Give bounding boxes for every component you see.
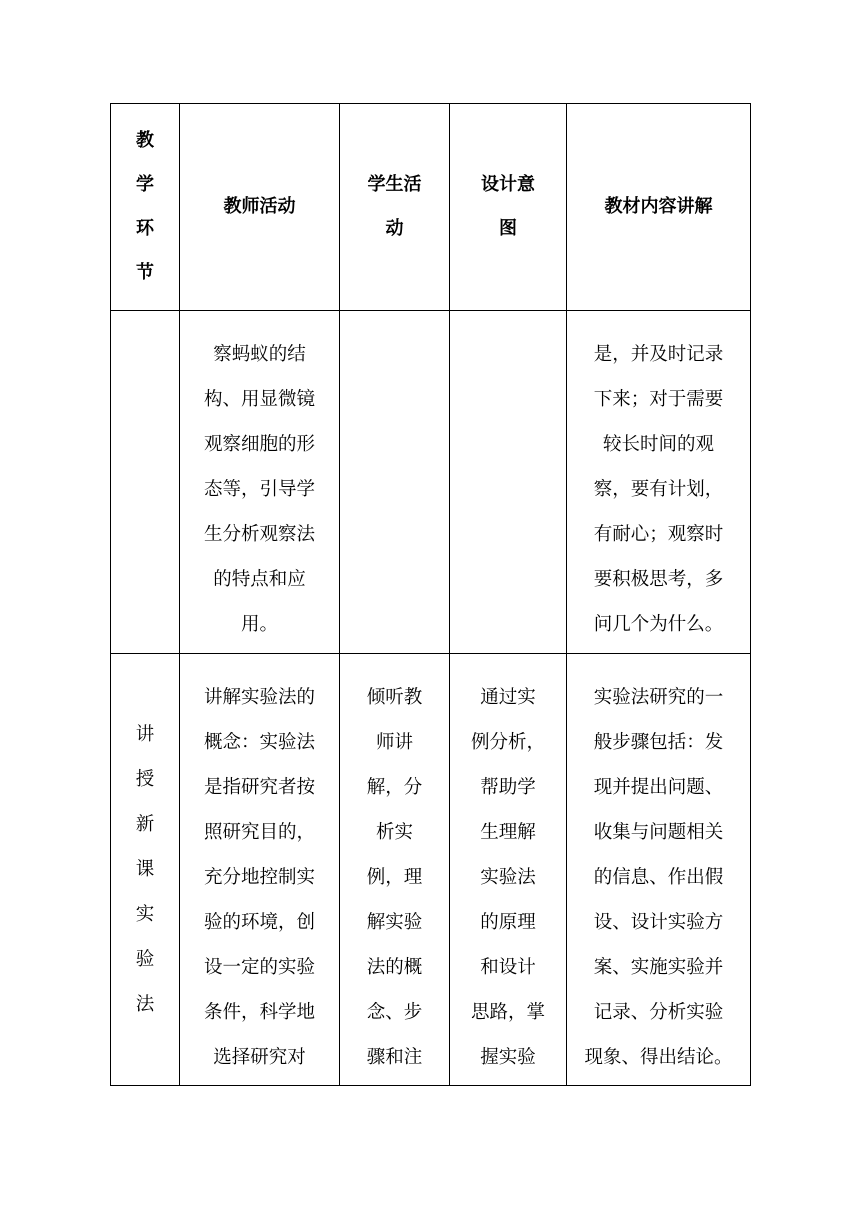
table-row (111, 311, 751, 654)
row1-student (340, 311, 450, 654)
row2-stage (111, 654, 180, 1086)
header-teacher (180, 104, 340, 311)
row2-teacher-text: 讲解实验法的 概念：实验法 是指研究者按 照研究目的， 充分地控制实 验的环境，创 设一定的实验 条件，科学地 选择研究对 (203, 687, 315, 1068)
row1-design (450, 311, 567, 654)
header-design-text: 设计意 图 (481, 174, 535, 239)
header-stage (111, 104, 180, 311)
row1-stage-text (111, 475, 179, 489)
row2-student-text: 倾听教 师讲 解，分 析实 例，理 解实验 法的概 念、步 骤和注 (366, 687, 423, 1068)
row2-design (450, 654, 567, 1086)
lesson-plan-table (110, 103, 751, 1086)
row1-design-text (450, 475, 566, 489)
row1-stage (111, 311, 180, 654)
row2-content-text: 实验法研究的一 般步骤包括：发 现并提出问题、 收集与问题相关 的信息、作出假 设、设计实验方 案、实施实验并 记录、分析实验 现象、得出结论。 (584, 687, 733, 1068)
row1-teacher (180, 311, 340, 654)
row2-content (567, 654, 751, 1086)
row1-teacher-text: 察蚂蚁的结 构、用显微镜 观察细胞的形 态等，引导学 生分析观察法 的特点和应 用。 (203, 343, 315, 635)
table-row (111, 654, 751, 1086)
row1-content-text: 是，并及时记录 下来；对于需要 较长时间的观 察，要有计划， 有耐心；观察时 要积极思考，多 问几个为什么。 (593, 343, 724, 635)
header-student (340, 104, 450, 311)
row2-student (340, 654, 450, 1086)
row2-design-text: 通过实 例分析， 帮助学 生理解 实验法 的原理 和设计 思路，掌 握实验 (470, 687, 545, 1068)
row2-teacher (180, 654, 340, 1086)
table-header-row (111, 104, 751, 311)
header-student-text: 学生活 动 (367, 174, 422, 239)
header-teacher-text: 教师活动 (223, 196, 296, 217)
row1-content (567, 311, 751, 654)
header-stage-text: 教 学 环 节 (136, 130, 154, 283)
header-design (450, 104, 567, 311)
header-content (567, 104, 751, 311)
row1-student-text (340, 475, 449, 489)
header-content-text: 教材内容讲解 (604, 196, 713, 217)
row2-stage-text: 讲 授 新 课 实 验 法 (135, 724, 155, 1015)
